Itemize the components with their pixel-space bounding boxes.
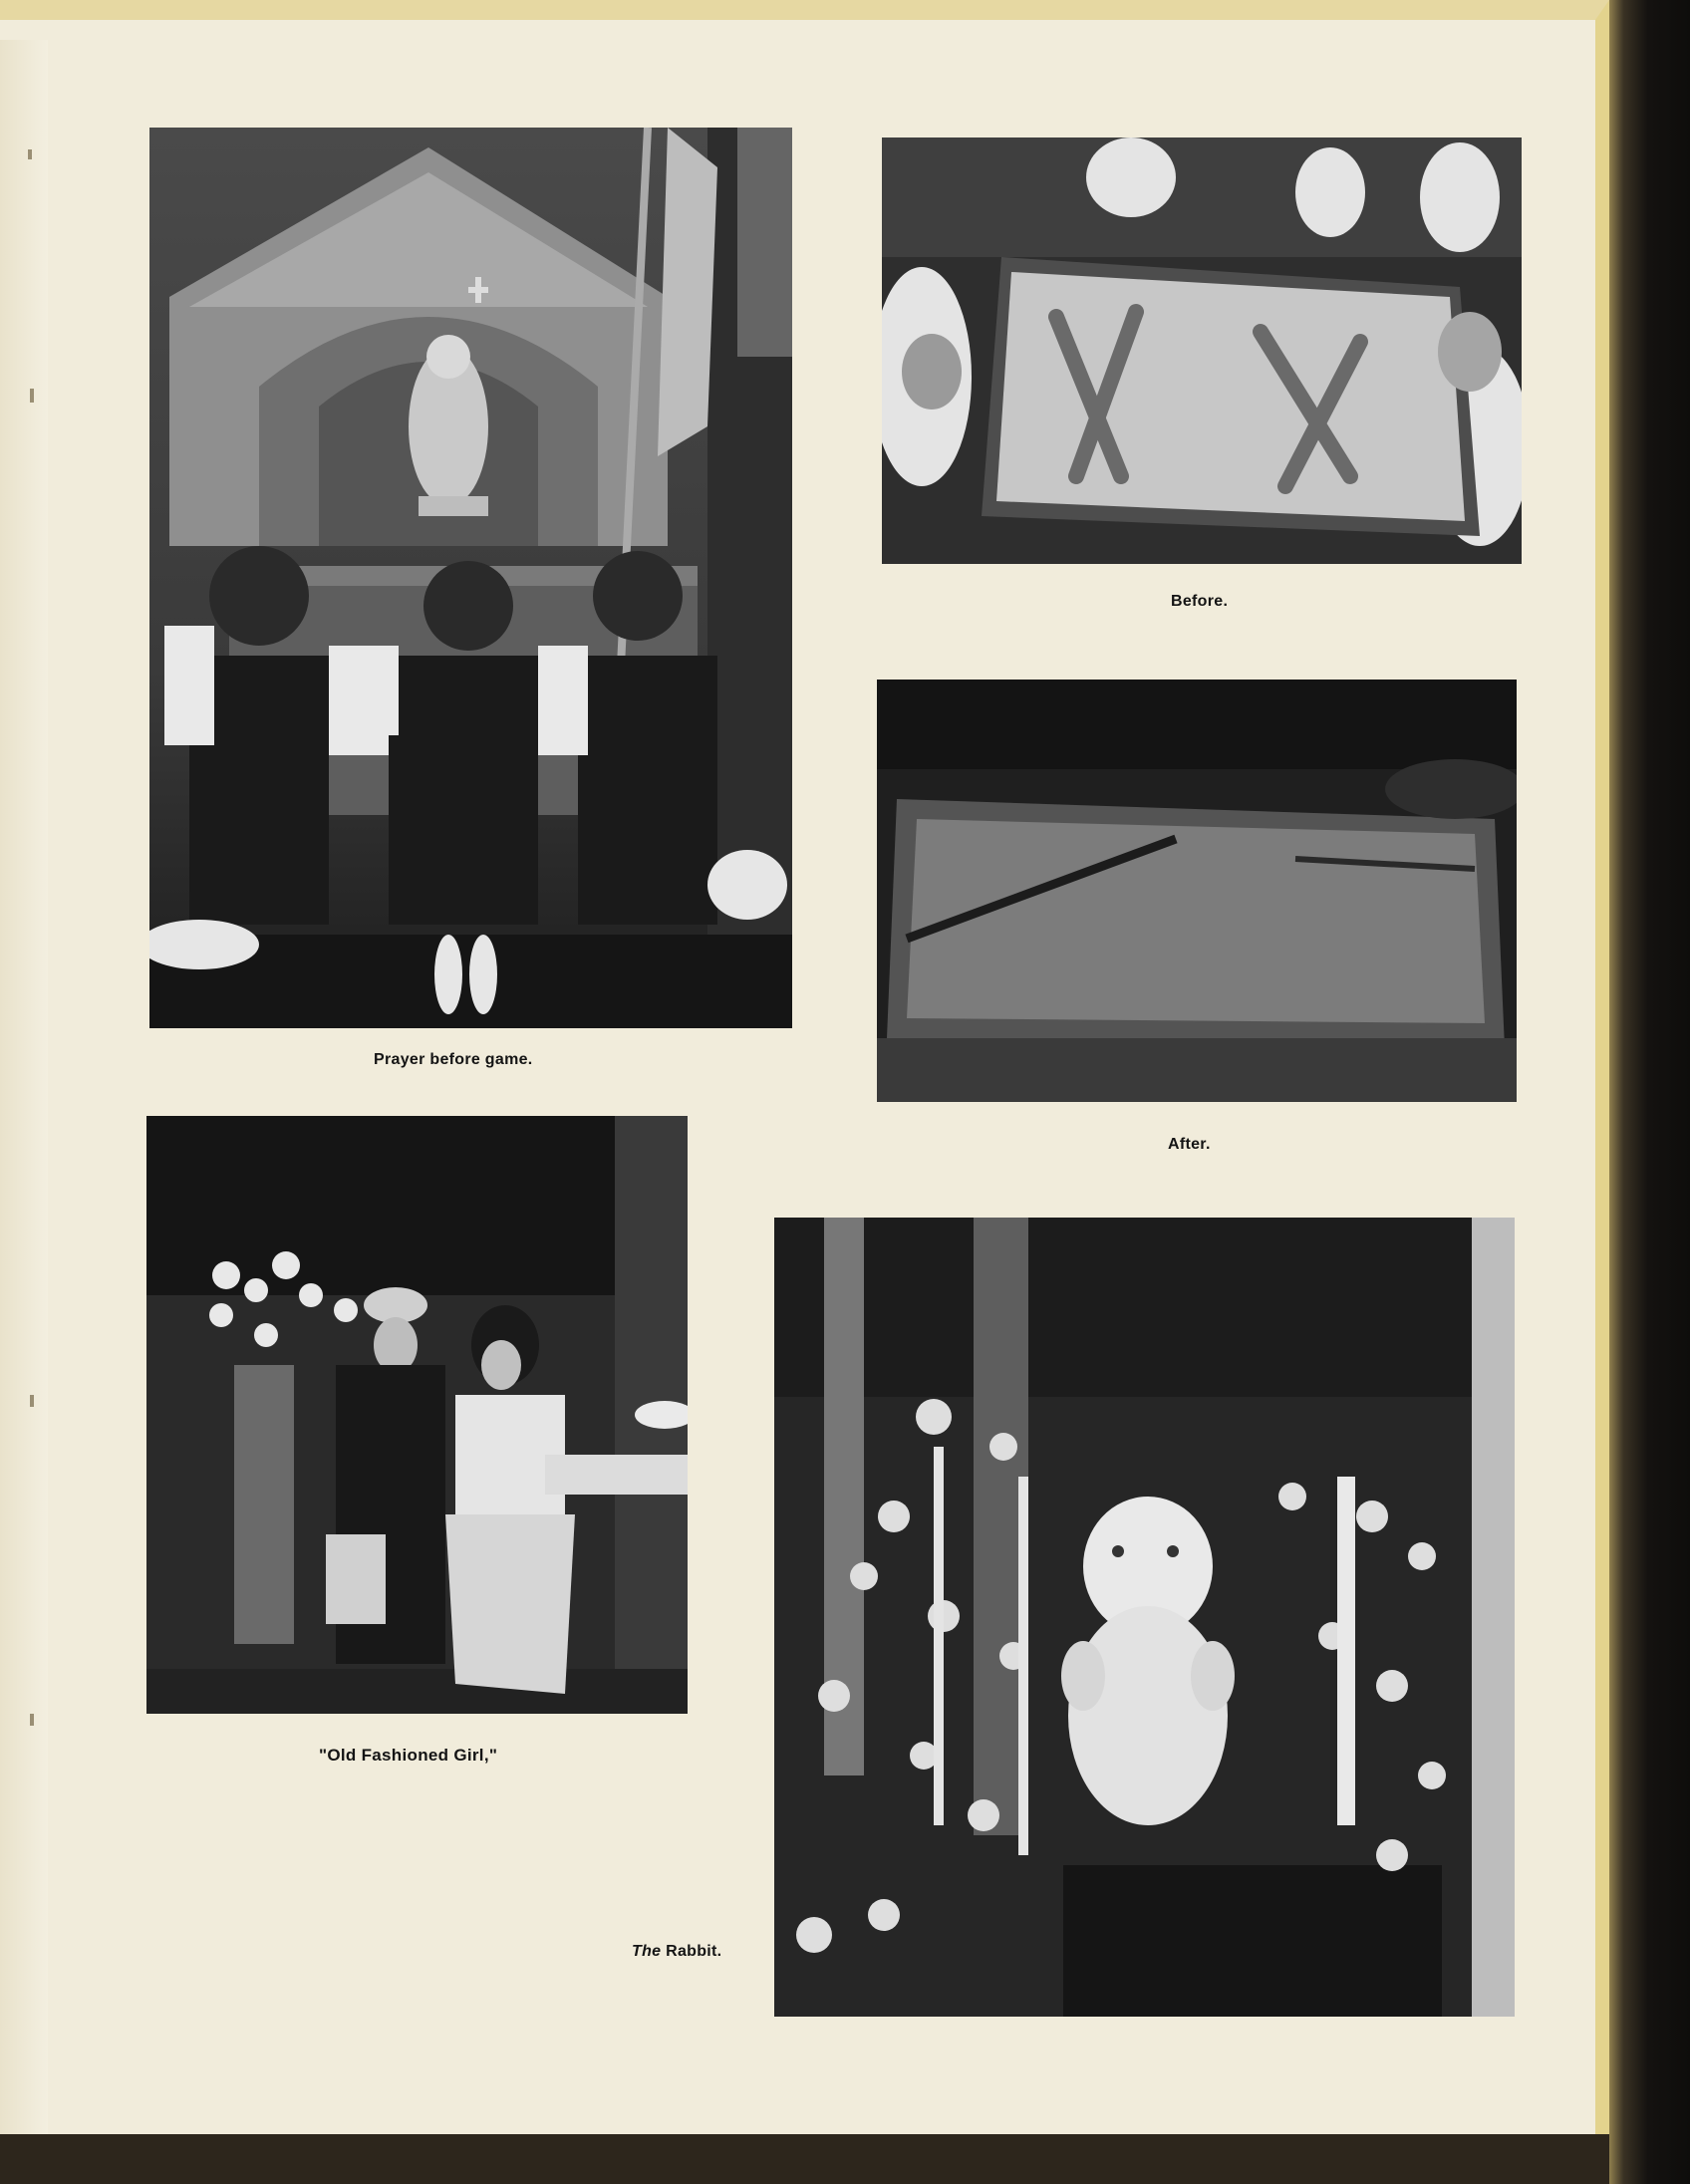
before-photo — [882, 137, 1522, 564]
caption-rabbit-text: Rabbit. — [666, 1943, 722, 1960]
binding-mark — [30, 1714, 34, 1726]
caption-before: Before. — [1171, 593, 1229, 610]
caption-rabbit-italic: The — [632, 1943, 662, 1960]
rabbit-photo — [774, 1218, 1515, 2017]
caption-after: After. — [1168, 1136, 1211, 1153]
binding-mark — [30, 1395, 34, 1407]
caption-old-fashioned-girl: "Old Fashioned Girl," — [319, 1746, 498, 1765]
prayer-photo — [149, 128, 792, 1028]
caption-prayer: Prayer before game. — [374, 1051, 533, 1068]
caption-rabbit — [632, 1943, 721, 1961]
binding-mark — [28, 149, 32, 159]
page-gutter — [0, 40, 48, 2167]
old-fashioned-girl-photo — [146, 1116, 688, 1714]
binding-mark — [30, 389, 34, 403]
after-photo — [877, 680, 1517, 1102]
scan-bottom-edge — [0, 2134, 1609, 2184]
